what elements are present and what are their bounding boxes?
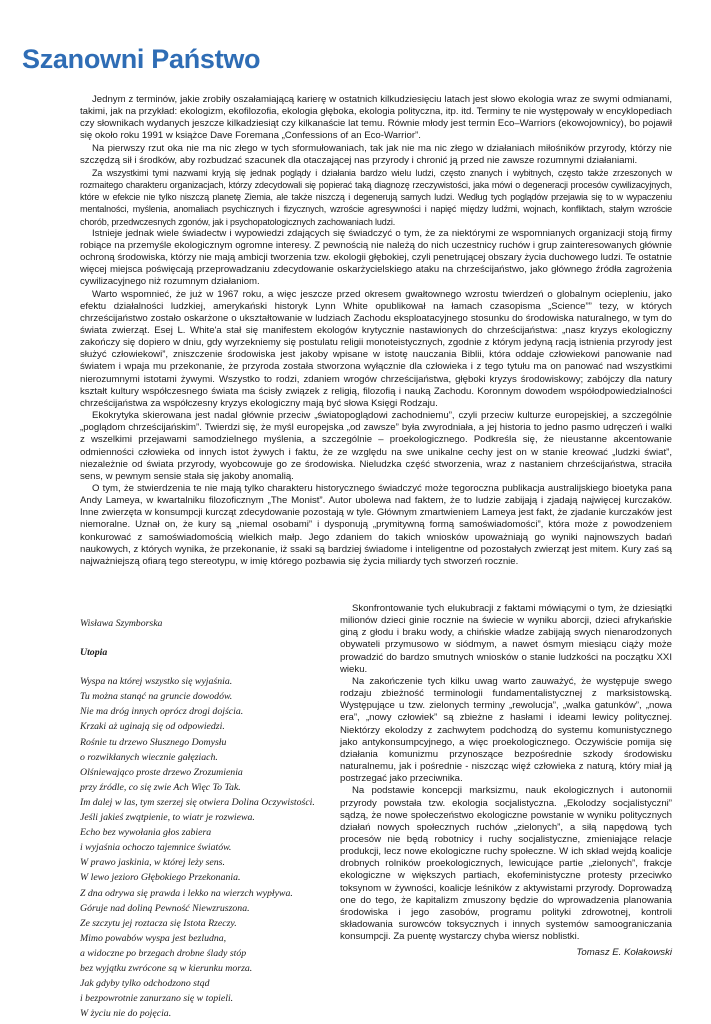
poem-line: Im dalej w las, tym szerzej się otwiera Dolina Oczywistości.: [80, 796, 315, 808]
poem-line: i wyjaśnia ochoczo tajemnice światów.: [80, 842, 232, 854]
page-title: Szanowni Państwo: [22, 44, 261, 74]
poem-line: Góruje nad doliną Pewność Niewzruszona.: [80, 902, 250, 914]
poem-line: Z dna odrywa się prawda i lekko na wierzch wypływa.: [80, 887, 293, 899]
poem-line: W lewo jezioro Głębokiego Przekonania.: [80, 872, 241, 884]
poem-line: bez wyjątku zwrócone są w kierunku morza.: [80, 962, 253, 974]
poem-line: Krzaki aż uginają się od odpowiedzi.: [80, 721, 225, 733]
poem-line: W życiu nie do pojęcia.: [80, 1008, 172, 1020]
article-paragraph: Na pierwszy rzut oka nie ma nic złego w tych sformułowaniach, tak jak nie ma nic złego w działaniach miłośników przyrody, którzy nie szczędzą sił i środków, aby rozbudzać szacunek dla otaczającej nas przyrody i chronić ją przed nie zawsze rozumnymi działaniami.: [80, 142, 672, 166]
poem-line: Olśniewająco proste drzewo Zrozumienia: [80, 766, 243, 778]
poem-line: i bezpowrotnie zanurzano się w topieli.: [80, 993, 234, 1005]
poem-author: Wisława Szymborska: [80, 618, 163, 629]
poem-line: przy źródle, co się zwie Ach Więc To Tak.: [80, 781, 241, 793]
article-paragraph: Za wszystkimi tymi nazwami kryją się jednak poglądy i działania bardzo wielu ludzi, często znanych i wybitnych, często także zrzeszonych w rozmaitego charakteru organizacjach, którzy zdecydowali się popierać taką diagnozę rzeczywistości, jaka mówi o degeneracji procesów cywilizacyjnych, które w efekcie nie tylko niszczą planetę Ziemia, ale także niszczą i degenerują samych ludzi. Według tych poglądów przejawia się to w wypaczeniu mentalności, myślenia, anomaliach psychicznych i fizycznych, wzroście agresywności i napięć między ludźmi, wojnach, konfliktach, stałym wzroście chorób, przedwczesnych zgonów, jak i psychopatologicznych zachowaniach ludzi.: [80, 167, 672, 227]
right-paragraph: Na podstawie koncepcji marksizmu, nauk ekologicznych i autonomii przyrody powstała tzw. ekologia socjalistyczna. „Ekolodzy socjalistyczni” sądzą, że nowe społeczeństwo ekologiczne powstanie w wyniku politycznych działań nowych społecznych ruchów „zielonych”, a siłą napędową tych procesów nie będą robotnicy i ruchy socjalistyczne, zmieniające relacje produkcji, lecz nowe ekologiczne ruchy społeczne. W ich skład wejdą koalicje drobnych rolników proekologicznych, lewicujące partie „zielonych”, frakcje ekologiczne w większych partiach, ekofeministyczne protesty przeciwko toksynom w żywności, koalicje leśników z aktywistami przyrody. Doprowadzą one do tego, że kapitalizm zmuszony będzie do wprowadzenia planowania środowiska i jego zasobów, programu polityki zdrowotnej, kontroli składowania surowców toksycznych i innych systemów samoograniczania konsumpcji. Za puentę wystarczy chyba wiersz noblistki.: [340, 785, 672, 943]
article-body: [80, 94, 672, 568]
poem-title: Utopia: [80, 647, 108, 659]
poem-line: Rośnie tu drzewo Słusznego Domysłu: [80, 736, 227, 748]
article-paragraph: Istnieje jednak wiele świadectw i wypowiedzi zdających się świadczyć o tym, że za niektórymi ze wspomnianych organizacji stoją firmy robiące na przemyśle ekologicznym ogromne interesy. Z pewnością nie należą do nich uczestnicy ruchów i grup zainteresowanych głównie ochroną środowiska, którzy nie mają ambicji tworzenia tzw. ekologii głębokiej, czyli penetrującej obszary życia duchowego ludzi. Te ostatnie więcej miejsca poświęcają przeprowadzaniu zdecydowanie oskarżycielskiego ataku na chrześcijaństwo, jako głównego źródła zagrożenia cywilizacyjnego niż rozumnym działaniom.: [80, 227, 672, 288]
poem-line: Jeśli jakieś zwątpienie, to wiatr je rozwiewa.: [80, 812, 255, 824]
article-paragraph: Warto wspomnieć, że już w 1967 roku, a więc jeszcze przed okresem gwałtownego wzrostu twierdzeń o globalnym ociepleniu, jako efektu działalności ludzkiej, amerykański historyk Lynn White opublikował na łamach czasopisma „Science”” tezy, w których chrześcijaństwo zostało oskarżone o ukształtowanie w ludziach Zachodu eksploatacyjnego stosunku do środowiska naturalnego, w tym do świata zwierząt. Esej L. White'a stał się manifestem ekologów krytycznie nastawionych do chrześcijaństwa: „nasz kryzys ekologiczny zakończy się dopiero w dniu, gdy wyrzekniemy się postulatu religii monoteistycznych, zgodnie z którym jedyną racją istnienia przyrody jest służyć człowiekowi”, zniszczenie środowiska jest jakoby wpisane w istotę nauczania Biblii, która oddaje człowiekowi panowanie nad światem i wpaja mu przekonanie, że przyroda została stworzona wyłącznie dla człowieka i z tego tytułu ma on panować nad wszystkimi nierozumnymi istotami żywymi. Wszystko to rodzi, zdaniem wrogów chrześcijaństwa, głęboki kryzys środowiskowy; zabójczy dla natury kształt kultury współczesnego świata ma ścisły związek z religią, filozofią i nauką Zachodu. Koronnym dowodem współodpowiedzialności chrześcijaństwa za współczesny kryzys ekologiczny mają być słowa Księgi Rodzaju.: [80, 288, 672, 409]
article-paragraph: Jednym z terminów, jakie zrobiły oszałamiającą karierę w ostatnich kilkudziesięciu latach jest słowo ekologia wraz ze swymi odmianami, takimi, jak na przykład: ekologizm, ekofilozofia, ekologia głęboka, ekologia polityczna, itp. itd. Terminy te nie występowały w encyklopediach czy słownikach wydanych jeszcze kilkadziesiąt czy kilkanaście lat temu. Równie młody jest termin Eco–Warriors (ekowojownicy), bo pojawił się około roku 1991 w książce Dave Foremana „Confessions of an Eco-Warrior”.: [80, 94, 672, 142]
poem-line: Ze szczytu jej roztacza się Istota Rzeczy.: [80, 917, 237, 929]
poem-line: a widoczne po brzegach drobne ślady stóp: [80, 947, 247, 959]
poem-line: Tu można stanąć na gruncie dowodów.: [80, 691, 233, 703]
poem-line: o rozwikłanych wiecznie gałęziach.: [80, 751, 218, 763]
poem-line: Nie ma dróg innych oprócz drogi dojścia.: [80, 706, 244, 718]
poem: [80, 616, 348, 1021]
poem-line: Wyspa na której wszystko się wyjaśnia.: [80, 676, 233, 688]
right-column: [340, 603, 672, 960]
poem-body: [80, 674, 348, 1021]
article-paragraph: O tym, że stwierdzenia te nie mają tylko charakteru historycznego świadczyć może tegoroczna publikacja australijskiego bioetyka pana Andy Lameya, w kwartalniku filozoficznym „The Monist”. Autor ubolewa nad faktem, że to ludzie zabijają i zjadają najwięcej kurczaków. Inne zwierzęta w konsumpcji kurcząt zdecydowanie pozostają w tyle. Głównym zmartwieniem Lameya jest fakt, że zjadanie kurczaków jest niemoralne. Uznał on, że kury są „niemal osobami” i dysponują „prymitywną formą samoświadomości”, która może z powodzeniem konkurować z samoświadomością wielkich małp. Jego zdaniem do takich wniosków upoważniają go wyniki najnowszych badań naukowych, z których wynika, że przekonanie, iż ssaki są bardziej świadome i inteligentne od pozostałych zwierząt jest mitem. Kury zaś są najważniejszą ofiarą tego stereotypu, w imię którego pozbawia się życia miliardy tych stworzeń rocznie.: [80, 483, 672, 567]
article-paragraph: Ekokrytyka skierowana jest nadal głównie przeciw „światopoglądowi zachodniemu”, czyli przeciw kulturze europejskiej, a szczególnie „poglądom chrześcijańskim”. Twierdzi się, że myśl europejska „od zawsze” była zwyrodniała, a jej historia to jedno pasmo udręczeń i walki z wszelkimi przejawami samodzielnego myślenia, a szczególnie – proekologicznego. Podkreśla się, że nieustanne akcentowanie odmienności człowieka od innych istot żywych i faktu, że ze względu na swe unikalne cechy jest on w stanie kreować „ludzki świat”, niezależnie od świata przyrody, wyobcowuje go ze środowiska. Nieludzka część stworzenia, wraz z nastaniem chrześcijaństwa, straciła sens, w pewnym sensie stała się jakoby anomalią.: [80, 410, 672, 482]
poem-line: W prawo jaskinia, w której leży sens.: [80, 857, 225, 869]
poem-line: Echo bez wywołania głos zabiera: [80, 827, 212, 839]
right-paragraph: Na zakończenie tych kilku uwag warto zauważyć, że występuje swego rodzaju zbieżność terminologii fundamentalistycznej z marksistowską. Występujące u tzw. zielonych terminy „rewolucja”, „walka gatunków”, „nowa era”, „nowy człowiek” są zbieżne z hasłami i ideami lewicy politycznej. Niektórzy ekolodzy z zachwytem podchodzą do systemu komunistycznego jako antykonsumpcyjnego, a więc proekologicznego. Oczywiście pomija się działania komunizmu przynoszące bezpośrednie szkody środowisku naturalnemu, jak i pośrednie - niszcząc więź człowieka z naturą, który miał ją postrzegać jako przeciwnika.: [340, 675, 672, 785]
poem-line: Mimo powabów wyspa jest bezludna,: [80, 932, 227, 944]
right-paragraph: Skonfrontowanie tych elukubracji z faktami mówiącymi o tym, że dziesiątki milionów dzieci ginie rocznie na świecie w wyniku aborcji, dzieci afrykańskie giną z głodu i braku wody, a chińskie władze zabijają swych nienarodzonych obywateli przymusowo w siódmym, a nawet ósmym miesiącu ciąży może prowadzić do bardzo smutnych wniosków o stanie ludzkości na początku XXI wieku.: [340, 603, 672, 675]
poem-line: Jak gdyby tylko odchodzono stąd: [80, 978, 210, 990]
author-signature: Tomasz E. Kołakowski: [576, 947, 672, 959]
